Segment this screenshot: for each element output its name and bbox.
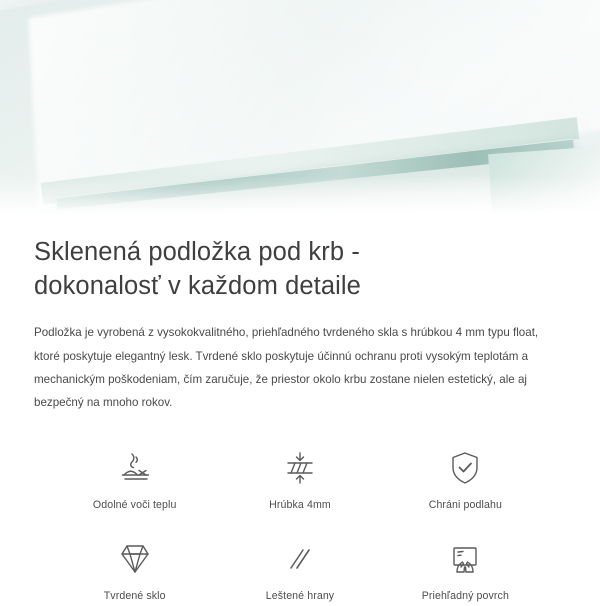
hero-bottom-fade: [0, 176, 600, 222]
feature-label: Leštené hrany: [265, 590, 335, 603]
feature-item-thickness: [217, 440, 382, 515]
feature-grid: [34, 440, 566, 606]
diamond-icon: [113, 537, 157, 581]
polished-edges-icon: [278, 537, 322, 581]
feature-item-floor-protection: [383, 440, 548, 515]
feature-item-polished-edges: [217, 531, 382, 606]
feature-label: Hrúbka 4mm: [269, 499, 331, 512]
page-title: [34, 236, 566, 303]
feature-label: Odolné voči teplu: [92, 499, 177, 512]
clean-surface-hands-icon: [443, 537, 487, 581]
description-paragraph: Podložka je vyrobená z vysokokvalitného, priehľadného tvrdeného skla s hrúbkou 4 mm typu float, ktoré poskytuje elegantný lesk. Tvrdené sklo poskytuje účinnú ochranu proti vysokým teplotám a mechanickým poškodeniam, čím zaručuje, že priestor okolo krbu zostane nielen estetický, ale aj bezpečný na mnoho rokov.: [34, 326, 539, 409]
feature-label: Priehľadný povrch: [421, 590, 509, 603]
hero-product-image: [0, 0, 600, 222]
content-block: [0, 222, 600, 606]
page-title-line-1: Sklenená podložka pod krb -: [34, 238, 360, 266]
shield-check-icon: [443, 446, 487, 490]
heat-resistant-icon: [113, 446, 157, 490]
thickness-arrows-icon: [278, 446, 322, 490]
feature-label: Chráni podlahu: [428, 499, 502, 512]
page-title-line-2: dokonalosť v každom detaile: [34, 271, 361, 300]
feature-item-heat-resistant: [52, 440, 217, 515]
feature-item-transparent-surface: [383, 531, 548, 606]
feature-label: Tvrdené sklo: [103, 590, 166, 603]
feature-item-tempered-glass: [52, 531, 217, 606]
